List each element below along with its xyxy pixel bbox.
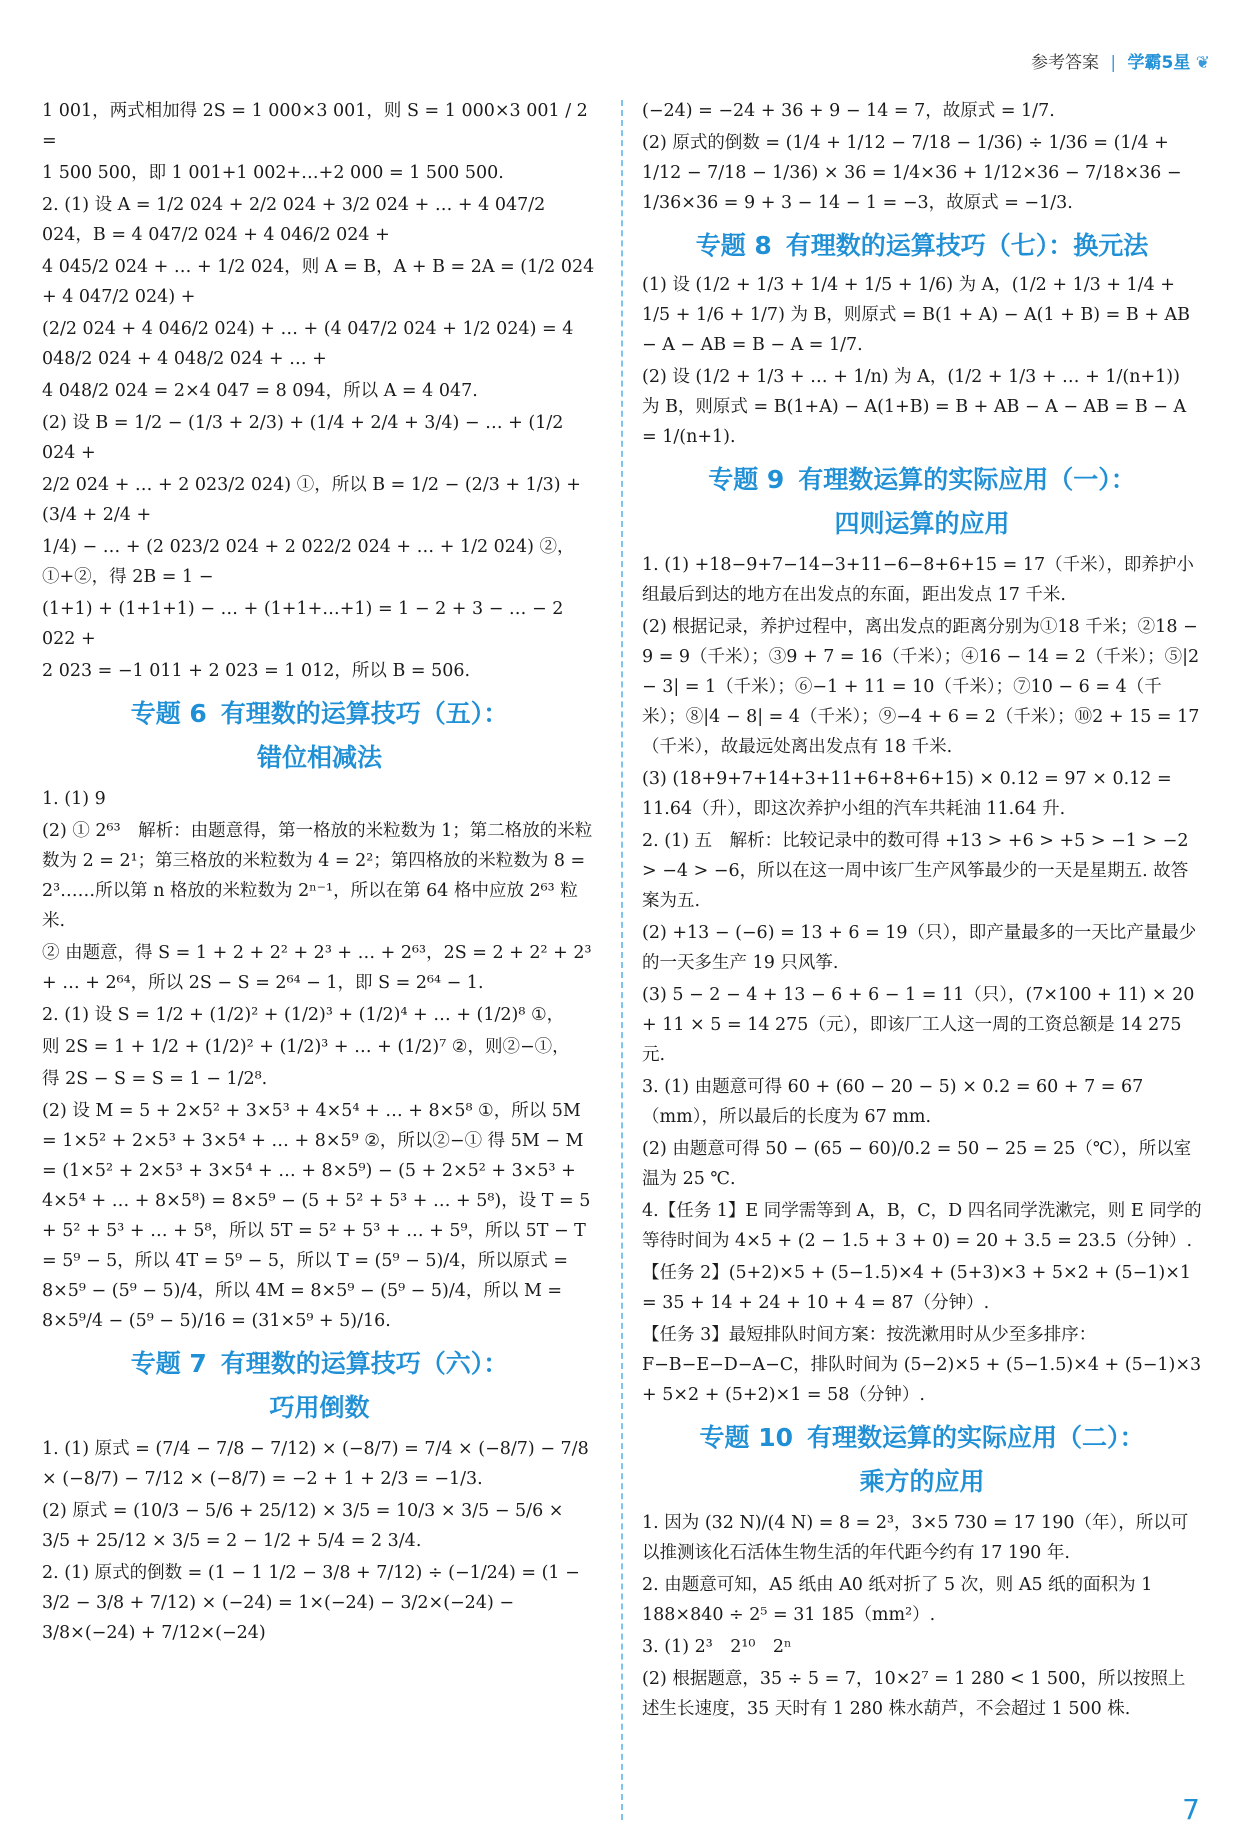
text-line: (2) 设 M = 5 + 2×5² + 3×5³ + 4×5⁴ + … + 8×5⁸ ①，所以 5M = 1×5² + 2×5³ + 3×5⁴ + … + 8×5⁹ ②，所以②−① 得 5M − M = (1×5² + 2×5³ + 3×5⁴ + … + 8×5⁹) − (5 + 2×5² + 3×5³ + 4×5⁴ + … + 8×5⁸) = 8×5⁹ − (5 + 5² + 5³ + … + 5⁸)，设 T = 5 + 5² + 5³ + … + 5⁸，所以 5T = 5² + 5³ + … + 5⁹，所以 5T − T = 5⁹ − 5，所以 4T = 5⁹ − 5，所以 T = (5⁹ − 5)/4，所以原式 = 8×5⁹ − (5⁹ − 5)/4，所以 4M = 8×5⁹ − (5⁹ − 5)/4，所以 M = 8×5⁹/4 − (5⁹ − 5)/16 = (31×5⁹ + 5)/16. <box>42 1101 591 1331</box>
text-line: (2) 原式 = (10/3 − 5/6 + 25/12) × 3/5 = 10/3 × 3/5 − 5/6 × 3/5 + 25/12 × 3/5 = 2 − 1/2 + 5/4 = 2 3/4. <box>42 1501 564 1551</box>
text-line: 得 2S − S = S = 1 − 1/2⁸. <box>42 1069 268 1089</box>
text-line: (2) 原式的倒数 = (1/4 + 1/12 − 7/18 − 1/36) ÷ 1/36 = (1/4 + 1/12 − 7/18 − 1/36) × 36 = 1/4×36 + 1/12×36 − 7/18×36 − 1/36×36 = 9 + 3 − 14 − 1 = −3，故原式 = −1/3. <box>642 133 1182 213</box>
section-heading: 有理数的运算技巧（六）： <box>220 1349 509 1378</box>
text-line: (2/2 024 + 4 046/2 024) + … + (4 047/2 024 + 1/2 024) = 4 048/2 024 + 4 048/2 024 + … + <box>42 319 574 369</box>
text-line: ② 由题意，得 S = 1 + 2 + 2² + 2³ + … + 2⁶³，2S = 2 + 2² + 2³ + … + 2⁶⁴，所以 2S − S = 2⁶⁴ − 1，即 S = 2⁶⁴ − 1. <box>42 943 592 993</box>
leaf-icon: ❦ <box>1195 53 1210 73</box>
text-line: 2. (1) 五 解析：比较记录中的数可得 +13 > +6 > +5 > −1 > −2 > −4 > −6，所以在这一周中该厂生产风筝最少的一天是星期五. 故答案为五. <box>642 831 1189 911</box>
text-line: (1) 设 (1/2 + 1/3 + 1/4 + 1/5 + 1/6) 为 A，(1/2 + 1/3 + 1/4 + 1/5 + 1/6 + 1/7) 为 B，则原式 = B(1 + A) − A(1 + B) = B + AB − A − AB = B − A = 1/7. <box>642 275 1191 355</box>
right-column <box>642 96 1202 1726</box>
section-subtitle-10: 乘方的应用 <box>859 1467 985 1496</box>
text-line: 2 023 = −1 011 + 2 023 = 1 012，所以 B = 506. <box>42 661 471 681</box>
text-line: 1/4) − … + (2 023/2 024 + 2 022/2 024 + … + 1/2 024) ②，①+②，得 2B = 1 − <box>42 537 575 587</box>
section-number: 专题 9 <box>708 465 785 494</box>
section-number: 专题 8 <box>695 231 772 260</box>
section-subtitle-7: 巧用倒数 <box>269 1393 370 1422</box>
text-line: 【任务 3】最短排队时间方案：按洗漱用时从少至多排序：F−B−E−D−A−C，排队时间为 (5−2)×5 + (5−1.5)×4 + (5−1)×3 + 5×2 + (5+2)×1 = 58（分钟）. <box>642 1325 1202 1405</box>
text-line: 则 2S = 1 + 1/2 + (1/2)² + (1/2)³ + … + (1/2)⁷ ②，则②−①， <box>42 1037 570 1057</box>
text-line: 1 500 500，即 1 001+1 002+…+2 000 = 1 500 500. <box>42 163 504 183</box>
section-heading: 有理数的运算技巧（七）：换元法 <box>785 231 1149 260</box>
text-line: 【任务 2】(5+2)×5 + (5−1.5)×4 + (5+3)×3 + 5×2 + (5−1)×1 = 35 + 14 + 24 + 10 + 4 = 87（分钟）. <box>642 1263 1192 1313</box>
text-line: 3. (1) 由题意可得 60 + (60 − 20 − 5) × 0.2 = 60 + 7 = 67（mm），所以最后的长度为 67 mm. <box>642 1077 1144 1127</box>
text-line: (2) 设 B = 1/2 − (1/3 + 2/3) + (1/4 + 2/4 + 3/4) − … + (1/2 024 + <box>42 413 564 463</box>
text-line: (3) 5 − 2 − 4 + 13 − 6 + 6 − 1 = 11（只），(7×100 + 11) × 20 + 11 × 5 = 14 275（元），即该厂工人这一周的工资总额是 14 275 元. <box>642 985 1195 1065</box>
text-line: (2) +13 − (−6) = 13 + 6 = 19（只），即产量最多的一天比产量最少的一天多生产 19 只风筝. <box>642 923 1197 973</box>
page-number: 7 <box>1182 1793 1200 1826</box>
text-line: 2. 由题意可知，A5 纸由 A0 纸对折了 5 次，则 A5 纸的面积为 1 188×840 ÷ 2⁵ = 31 185（mm²）. <box>642 1575 1153 1625</box>
text-line: 2. (1) 设 A = 1/2 024 + 2/2 024 + 3/2 024 + … + 4 047/2 024，B = 4 047/2 024 + 4 046/2 024 + <box>42 195 546 245</box>
header-label: 参考答案 <box>1030 53 1099 73</box>
section-title-10 <box>642 1418 1202 1458</box>
section-number: 专题 7 <box>130 1349 207 1378</box>
section-subtitle-6: 错位相减法 <box>256 743 382 772</box>
text-line: 3. (1) 2³ 2¹⁰ 2ⁿ <box>642 1637 792 1657</box>
text-line: 2/2 024 + … + 2 023/2 024) ①，所以 B = 1/2 − (2/3 + 1/3) + (3/4 + 2/4 + <box>42 475 581 525</box>
text-line: 1. (1) 原式 = (7/4 − 7/8 − 7/12) × (−8/7) = 7/4 × (−8/7) − 7/8 × (−8/7) − 7/12 × (−8/7) = −2 + 1 + 2/3 = −1/3. <box>42 1439 589 1489</box>
column-divider <box>621 100 623 1820</box>
section-title-8 <box>642 226 1202 266</box>
section-number: 专题 10 <box>699 1423 793 1452</box>
text-line: 4 048/2 024 = 2×4 047 = 8 094，所以 A = 4 047. <box>42 381 478 401</box>
section-title-7 <box>42 1344 597 1384</box>
section-title-6 <box>42 694 597 734</box>
text-line: 2. (1) 设 S = 1/2 + (1/2)² + (1/2)³ + (1/2)⁴ + … + (1/2)⁸ ①， <box>42 1005 565 1025</box>
text-line: 1. 因为 (32 N)/(4 N) = 8 = 2³，3×5 730 = 17 190（年），所以可以推测该化石活体生物生活的年代距今约有 17 190 年. <box>642 1513 1189 1563</box>
header-brand: 学霸5星 <box>1127 53 1191 73</box>
text-line: 1 001，两式相加得 2S = 1 000×3 001，则 S = 1 000×3 001 / 2 = <box>42 101 588 151</box>
text-line: (1+1) + (1+1+1) − … + (1+1+…+1) = 1 − 2 + 3 − … − 2 022 + <box>42 599 564 649</box>
text-line: (2) 根据记录，养护过程中，离出发点的距离分别为①18 千米；②18 − 9 = 9（千米）；③9 + 7 = 16（千米）；④16 − 14 = 2（千米）；⑤|2 − 3| = 1（千米）；⑥−1 + 11 = 10（千米）；⑦10 − 6 = 4（千米）；⑧|4 − 8| = 4（千米）；⑨−4 + 6 = 2（千米）；⑩2 + 15 = 17（千米），故最远处离出发点有 18 千米. <box>642 617 1200 757</box>
section-title-9 <box>642 460 1202 500</box>
section-heading: 有理数运算的实际应用（二）： <box>806 1423 1145 1452</box>
section-heading: 有理数的运算技巧（五）： <box>220 699 509 728</box>
left-column <box>42 96 597 1650</box>
text-line: 2. (1) 原式的倒数 = (1 − 1 1/2 − 3/8 + 7/12) ÷ (−1/24) = (1 − 3/2 − 3/8 + 7/12) × (−24) = 1×(−24) − 3/2×(−24) − 3/8×(−24) + 7/12×(−24) <box>42 1563 580 1643</box>
page-header <box>1031 48 1210 73</box>
section-number: 专题 6 <box>130 699 207 728</box>
text-line: 4.【任务 1】E 同学需等到 A，B，C，D 四名同学洗漱完，则 E 同学的等待时间为 4×5 + (2 − 1.5 + 3 + 0) = 20 + 3.5 = 23.5（分钟）. <box>642 1201 1202 1251</box>
text-line: (−24) = −24 + 36 + 9 − 14 = 7，故原式 = 1/7. <box>642 101 1055 121</box>
text-line: 4 045/2 024 + … + 1/2 024，则 A = B，A + B = 2A = (1/2 024 + 4 047/2 024) + <box>42 257 595 307</box>
text-line: (2) 由题意可得 50 − (65 − 60)/0.2 = 50 − 25 = 25（℃），所以室温为 25 ℃. <box>642 1139 1192 1189</box>
section-heading: 有理数运算的实际应用（一）： <box>798 465 1136 494</box>
text-line: (2) ① 2⁶³ 解析：由题意得，第一格放的米粒数为 1；第二格放的米粒数为 2 = 2¹；第三格放的米粒数为 4 = 2²；第四格放的米粒数为 8 = 2³……所以第 n 格放的米粒数为 2ⁿ⁻¹，所以在第 64 格中应放 2⁶³ 粒米. <box>42 821 593 931</box>
header-separator: | <box>1110 53 1117 73</box>
text-line: (2) 设 (1/2 + 1/3 + … + 1/n) 为 A，(1/2 + 1/3 + … + 1/(n+1)) 为 B，则原式 = B(1+A) − A(1+B) = B + AB − A − AB = B − A = 1/(n+1). <box>642 367 1187 447</box>
text-line: 1. (1) +18−9+7−14−3+11−6−8+6+15 = 17（千米），即养护小组最后到达的地方在出发点的东面，距出发点 17 千米. <box>642 555 1194 605</box>
section-subtitle-9: 四则运算的应用 <box>834 509 1010 538</box>
text-line: 1. (1) 9 <box>42 789 106 809</box>
text-line: (3) (18+9+7+14+3+11+6+8+6+15) × 0.12 = 97 × 0.12 = 11.64（升），即这次养护小组的汽车共耗油 11.64 升. <box>642 769 1172 819</box>
text-line: (2) 根据题意，35 ÷ 5 = 7，10×2⁷ = 1 280 < 1 500，所以按照上述生长速度，35 天时有 1 280 株水葫芦，不会超过 1 500 株. <box>642 1669 1186 1719</box>
